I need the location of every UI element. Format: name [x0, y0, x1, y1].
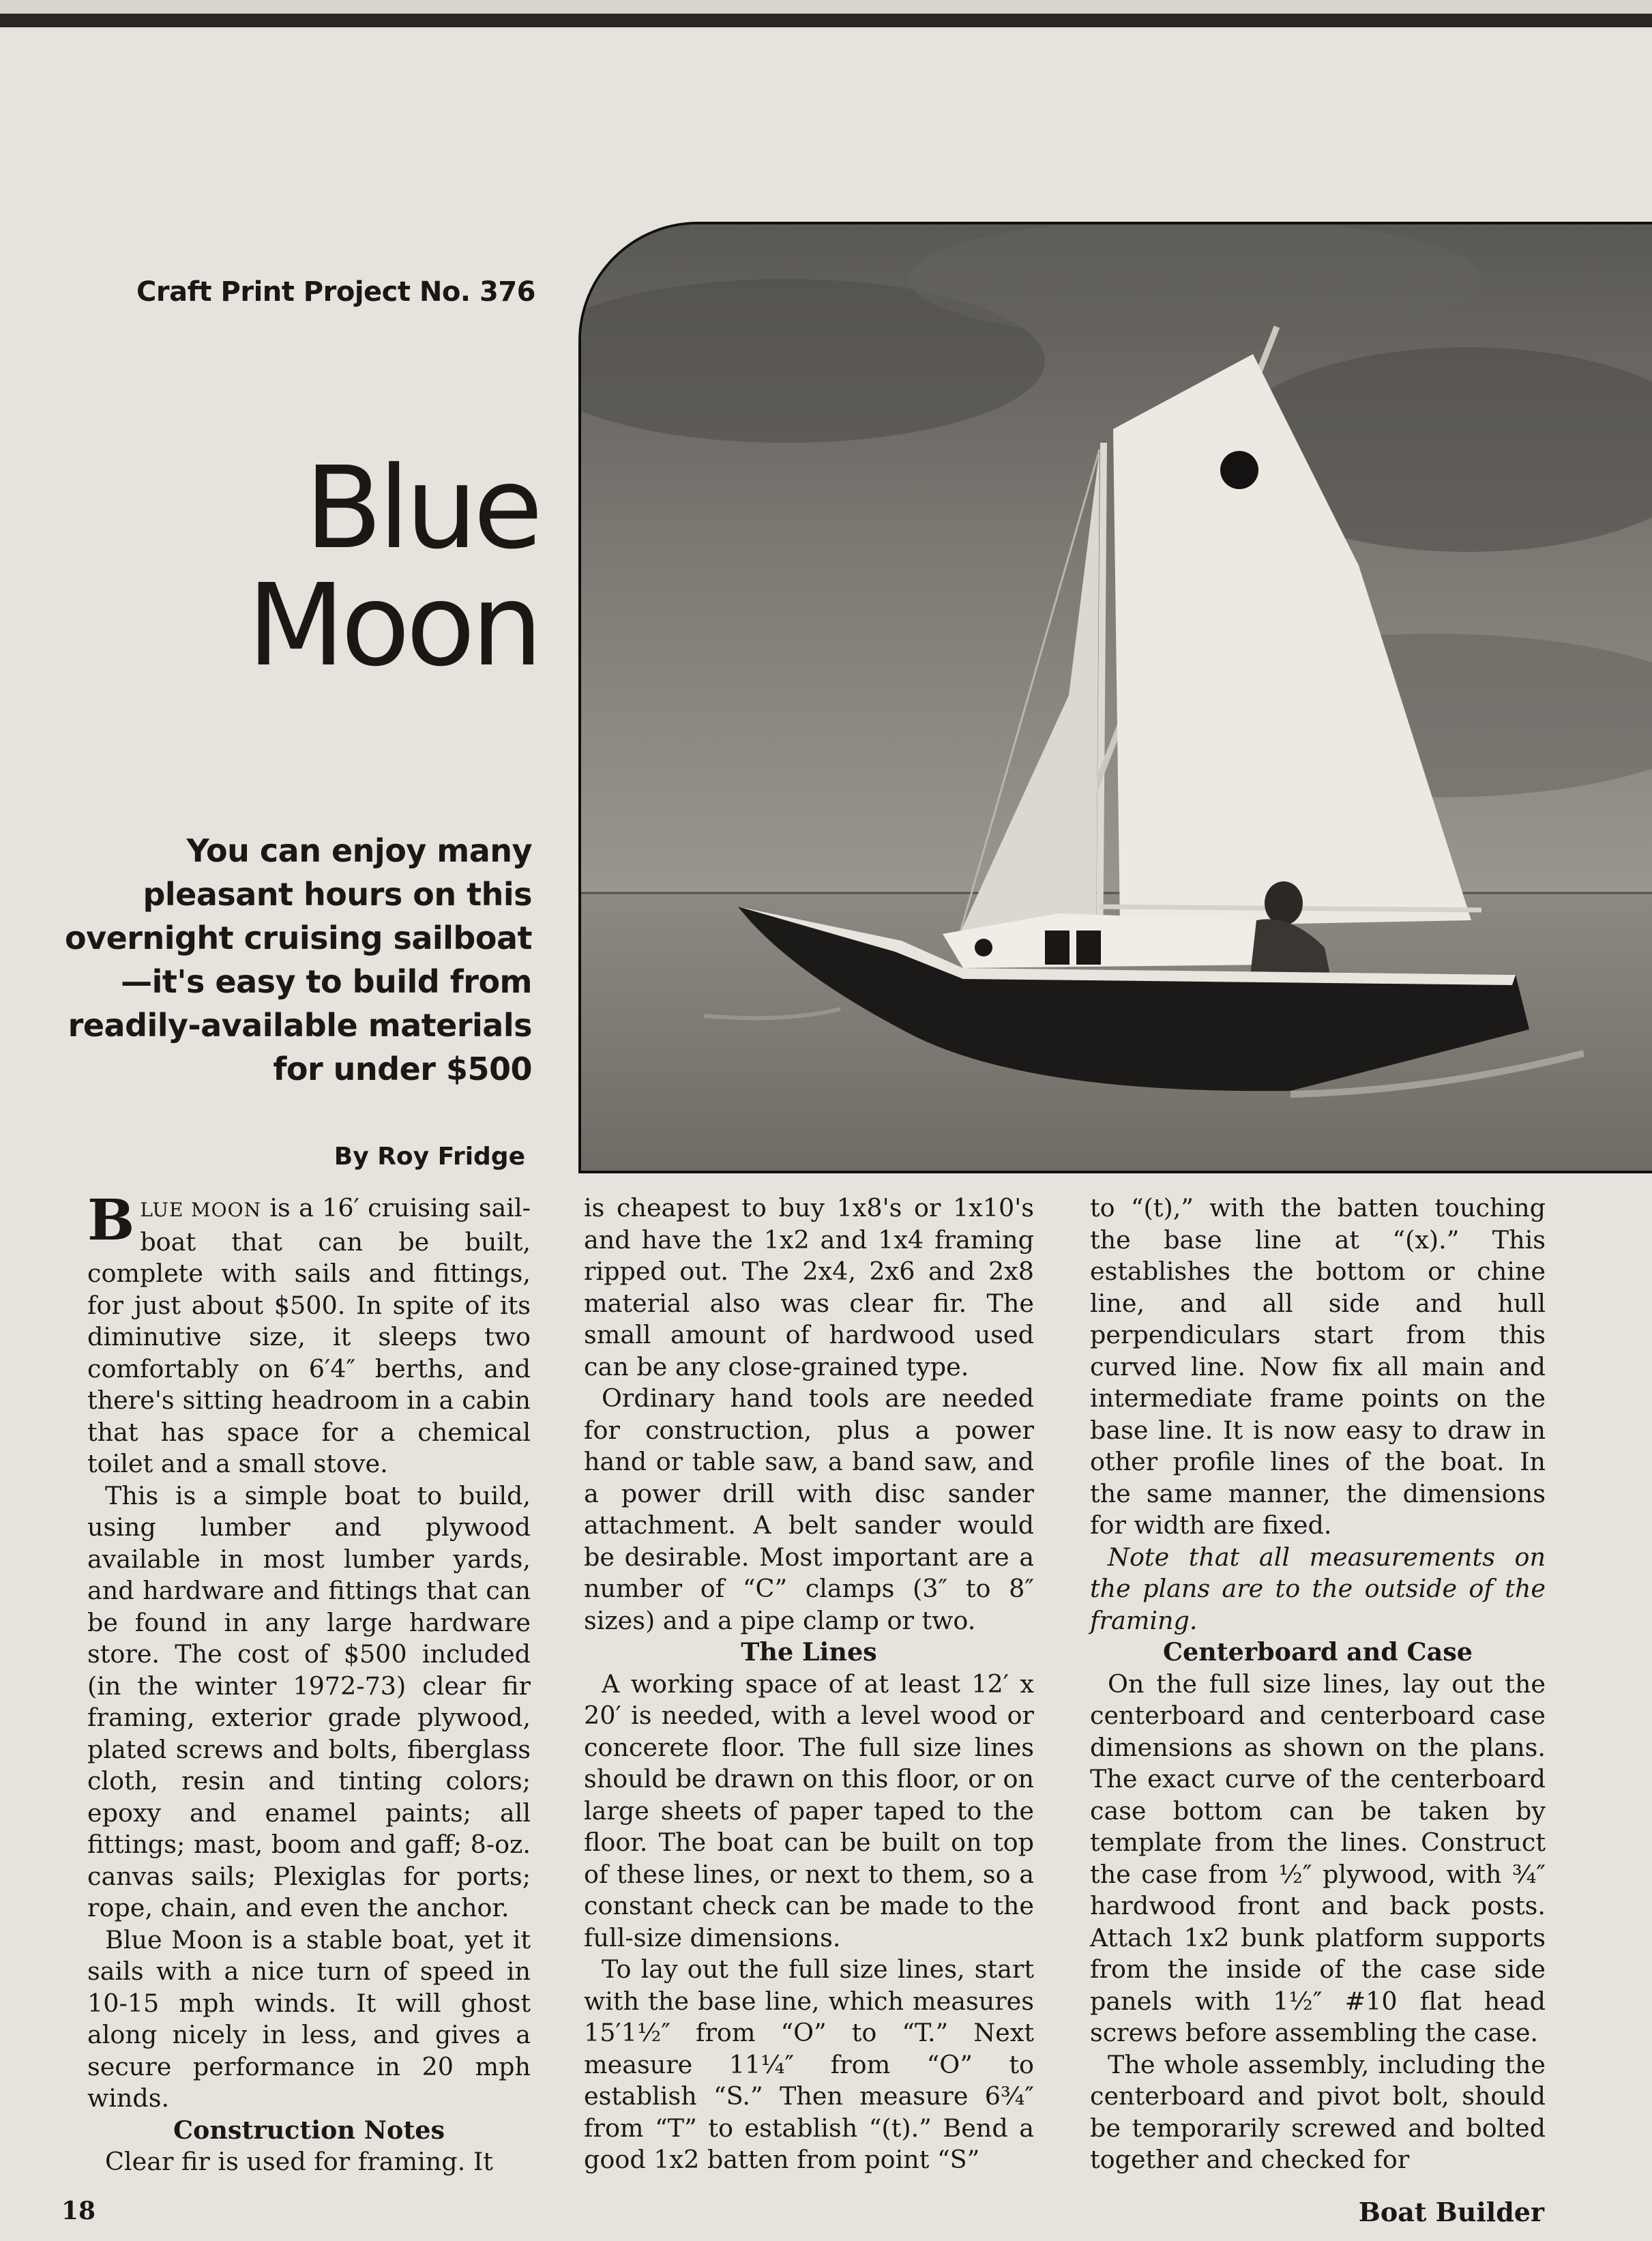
text-column-1	[87, 1188, 531, 2178]
drop-cap: B	[87, 1188, 135, 1253]
article-deck: You can enjoy many pleasant hours on this overnight cruising sailboat—it's easy to build from readily-available materials for under $500	[65, 832, 532, 1087]
paragraph: to “(t),” with the batten touching the base line at “(x).” This establishes the bottom or chine line, and all side and hull perpendiculars start from this curved line. Now fix all main and intermediate frame points on the base line. It is now easy to draw in other profile lines of the boat. In the same manner, the dimensions for width are fixed.	[1090, 1193, 1546, 1540]
magazine-name: Boat Builder	[1358, 2197, 1544, 2227]
text-column-2	[584, 1192, 1034, 2176]
page-number: 18	[61, 2197, 96, 2225]
title-line-2: Moon	[247, 560, 539, 692]
byline: By Roy Fridge	[334, 1143, 525, 1171]
section-heading: The Lines	[741, 1637, 877, 1667]
paragraph: The whole assembly, including the centerboard and pivot bolt, should be temporarily screwed and bolted together and checked for	[1090, 2049, 1546, 2174]
paragraph: To lay out the full size lines, start with the base line, which measures 15′1½″ from “O” to “T.” Next measure 11¼″ from “O” to establish “S.” Then measure 6¾″ from “T” to establish “(t).” Bend a good 1x2 batten from point “S”	[584, 1954, 1034, 2174]
section-heading: Centerboard and Case	[1163, 1637, 1473, 1667]
magazine-page	[0, 14, 1652, 2241]
text-column-3	[1090, 1192, 1546, 2176]
lead-smallcaps: LUE MOON	[140, 1199, 262, 1221]
paragraph	[87, 1188, 531, 1480]
paragraph: On the full size lines, lay out the centerboard and centerboard case dimensions as shown on the plans. The exact curve of the centerboard case bottom can be taken by template from the lines. Construct the case from ½″ plywood, with ¾″ hardwood front and back posts. Attach 1x2 bunk platform supports from the inside of the case side panels with 1½″ #10 flat head screws before assembling the case.	[1090, 1669, 1546, 2047]
sail-emblem	[1220, 451, 1258, 489]
paragraph: Clear fir is used for framing. It	[105, 2147, 493, 2176]
section-heading: Construction Notes	[173, 2115, 445, 2145]
paragraph: Blue Moon is a stable boat, yet it sails with a nice turn of speed in 10-15 mph winds. It will ghost along nicely in less, and gives a secure performance in 20 mph winds.	[87, 1924, 531, 2113]
sailboat-photo	[578, 222, 1652, 1173]
article-title	[68, 443, 539, 692]
top-edge	[0, 14, 1652, 27]
italic-note: Note that all measurements on the plans are to the outside of the framing.	[1090, 1542, 1546, 1635]
paragraph: Ordinary hand tools are needed for construction, plus a power hand or table saw, a band saw, and a power drill with disc sander attachment. A belt sander would be desirable. Most important are a number of “C” clamps (3″ to 8″ sizes) and a pipe clamp or two.	[584, 1383, 1034, 1635]
project-kicker: Craft Print Project No. 376	[136, 276, 535, 308]
paragraph-text: is a 16′ cruising sail-boat that can be built, complete with sails and fittings, for just about $500. In spite of its diminutive size, it sleeps two comfortably on 6′4″ berths, and there's sitting headroom in a cabin that has space for a chemical toilet and a small stove.	[87, 1193, 531, 1478]
paragraph: is cheapest to buy 1x8's or 1x10's and have the 1x2 and 1x4 framing ripped out. The 2x4, 2x6 and 2x8 material also was clear fir. The small amount of hardwood used can be any close-grained type.	[584, 1193, 1034, 1381]
paragraph: A working space of at least 12′ x 20′ is needed, with a level wood or concerete floor. The full size lines should be drawn on this floor, or on large sheets of paper taped to the floor. The boat can be built on top of these lines, or next to them, so a constant check can be made to the full-size dimensions.	[584, 1669, 1034, 1952]
sailboat-illustration	[581, 224, 1652, 1173]
paragraph: This is a simple boat to build, using lumber and plywood available in most lumber yards, and hardware and fittings that can be found in any large hardware store. The cost of $500 included (in the winter 1972-73) clear fir framing, exterior grade plywood, plated screws and bolts, fiberglass cloth, resin and tinting colors; epoxy and enamel paints; all fittings; mast, boom and gaff; 8-oz. canvas sails; Plexiglas for ports; rope, chain, and even the anchor.	[87, 1480, 531, 1922]
paragraph	[1090, 1542, 1546, 1637]
helmsman	[1265, 881, 1303, 925]
mast	[1100, 443, 1104, 961]
title-line-1: Blue	[304, 443, 539, 574]
